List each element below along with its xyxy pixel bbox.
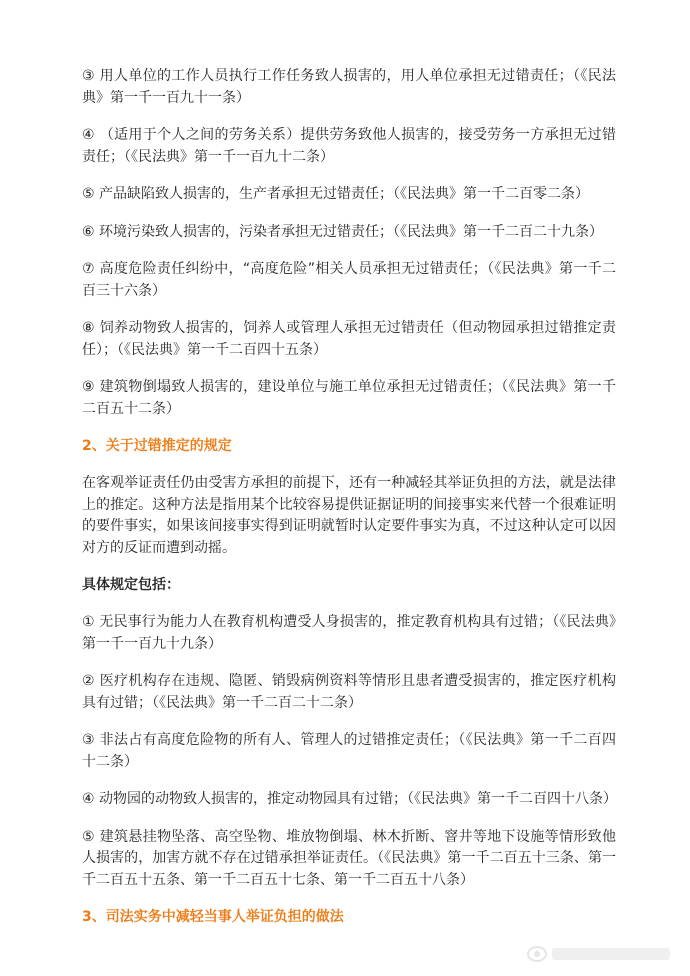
specific-rules-label: 具体规定包括：: [82, 577, 180, 593]
list-item-strict-liability-5: ⑤ 产品缺陷致人损害的，生产者承担无过错责任；（《民法典》第一千二百零二条）: [82, 186, 589, 202]
list-item-strict-liability-8: ⑧ 饲养动物致人损害的，饲养人或管理人承担无过错责任（但动物园承担过错推定责任）；（《民法典》第一千二百四十五条）: [82, 320, 616, 358]
watermark-logo-icon: [526, 942, 676, 964]
list-item-presumption-3: ③ 非法占有高度危险物的所有人、管理人的过错推定责任；（《民法典》第一千二百四十二条）: [82, 732, 616, 770]
section-heading-fault-presumption: 2、关于过错推定的规定: [82, 438, 232, 454]
document-body: [82, 66, 616, 944]
section-heading-judicial-practice: 3、司法实务中减轻当事人举证负担的做法: [82, 909, 344, 925]
list-item-strict-liability-4: ④ （适用于个人之间的劳务关系）提供劳务致他人损害的，接受劳务一方承担无过错责任；（《民法典》第一千一百九十二条）: [82, 127, 616, 165]
list-item-presumption-4: ④ 动物园的动物致人损害的，推定动物园具有过错；（《民法典》第一千二百四十八条）: [82, 791, 617, 807]
intro-paragraph: 在客观举证责任仍由受害方承担的前提下，还有一种减轻其举证负担的方法，就是法律上的推定。这种方法是指用某个比较容易提供证据证明的间接事实来代替一个很难证明的要件事实，如果该间接事实得到证明就暂时认定要件事实为真，不过这种认定可以因对方的反证而遭到动摇。: [82, 475, 616, 556]
list-item-strict-liability-6: ⑥ 环境污染致人损害的，污染者承担无过错责任；（《民法典》第一千二百二十九条）: [82, 223, 603, 240]
list-item-presumption-5: ⑤ 建筑悬挂物坠落、高空坠物、堆放物倒塌、林木折断、窨井等地下设施等情形致他人损害的，加害方就不存在过错承担举证责任。（《民法典》第一千二百五十三条、第一千二百五十五条、第一千二百五十七条、第一千二百五十八条）: [82, 828, 616, 888]
list-item-strict-liability-9: ⑨ 建筑物倒塌致人损害的，建设单位与施工单位承担无过错责任；（《民法典》第一千二百五十二条）: [82, 379, 616, 417]
list-item-presumption-2: ② 医疗机构存在违规、隐匿、销毁病例资料等情形且患者遭受损害的，推定医疗机构具有过错；（《民法典》第一千二百二十二条）: [82, 673, 616, 711]
list-item-strict-liability-7: ⑦ 高度危险责任纠纷中，“高度危险”相关人员承担无过错责任；（《民法典》第一千二百三十六条）: [82, 261, 616, 299]
list-item-presumption-1: ① 无民事行为能力人在教育机构遭受人身损害的，推定教育机构具有过错；（《民法典》第一千一百九十九条）: [82, 614, 616, 652]
list-item-strict-liability-3: ③ 用人单位的工作人员执行工作任务致人损害的，用人单位承担无过错责任；（《民法典》第一千一百九十一条）: [82, 68, 616, 106]
